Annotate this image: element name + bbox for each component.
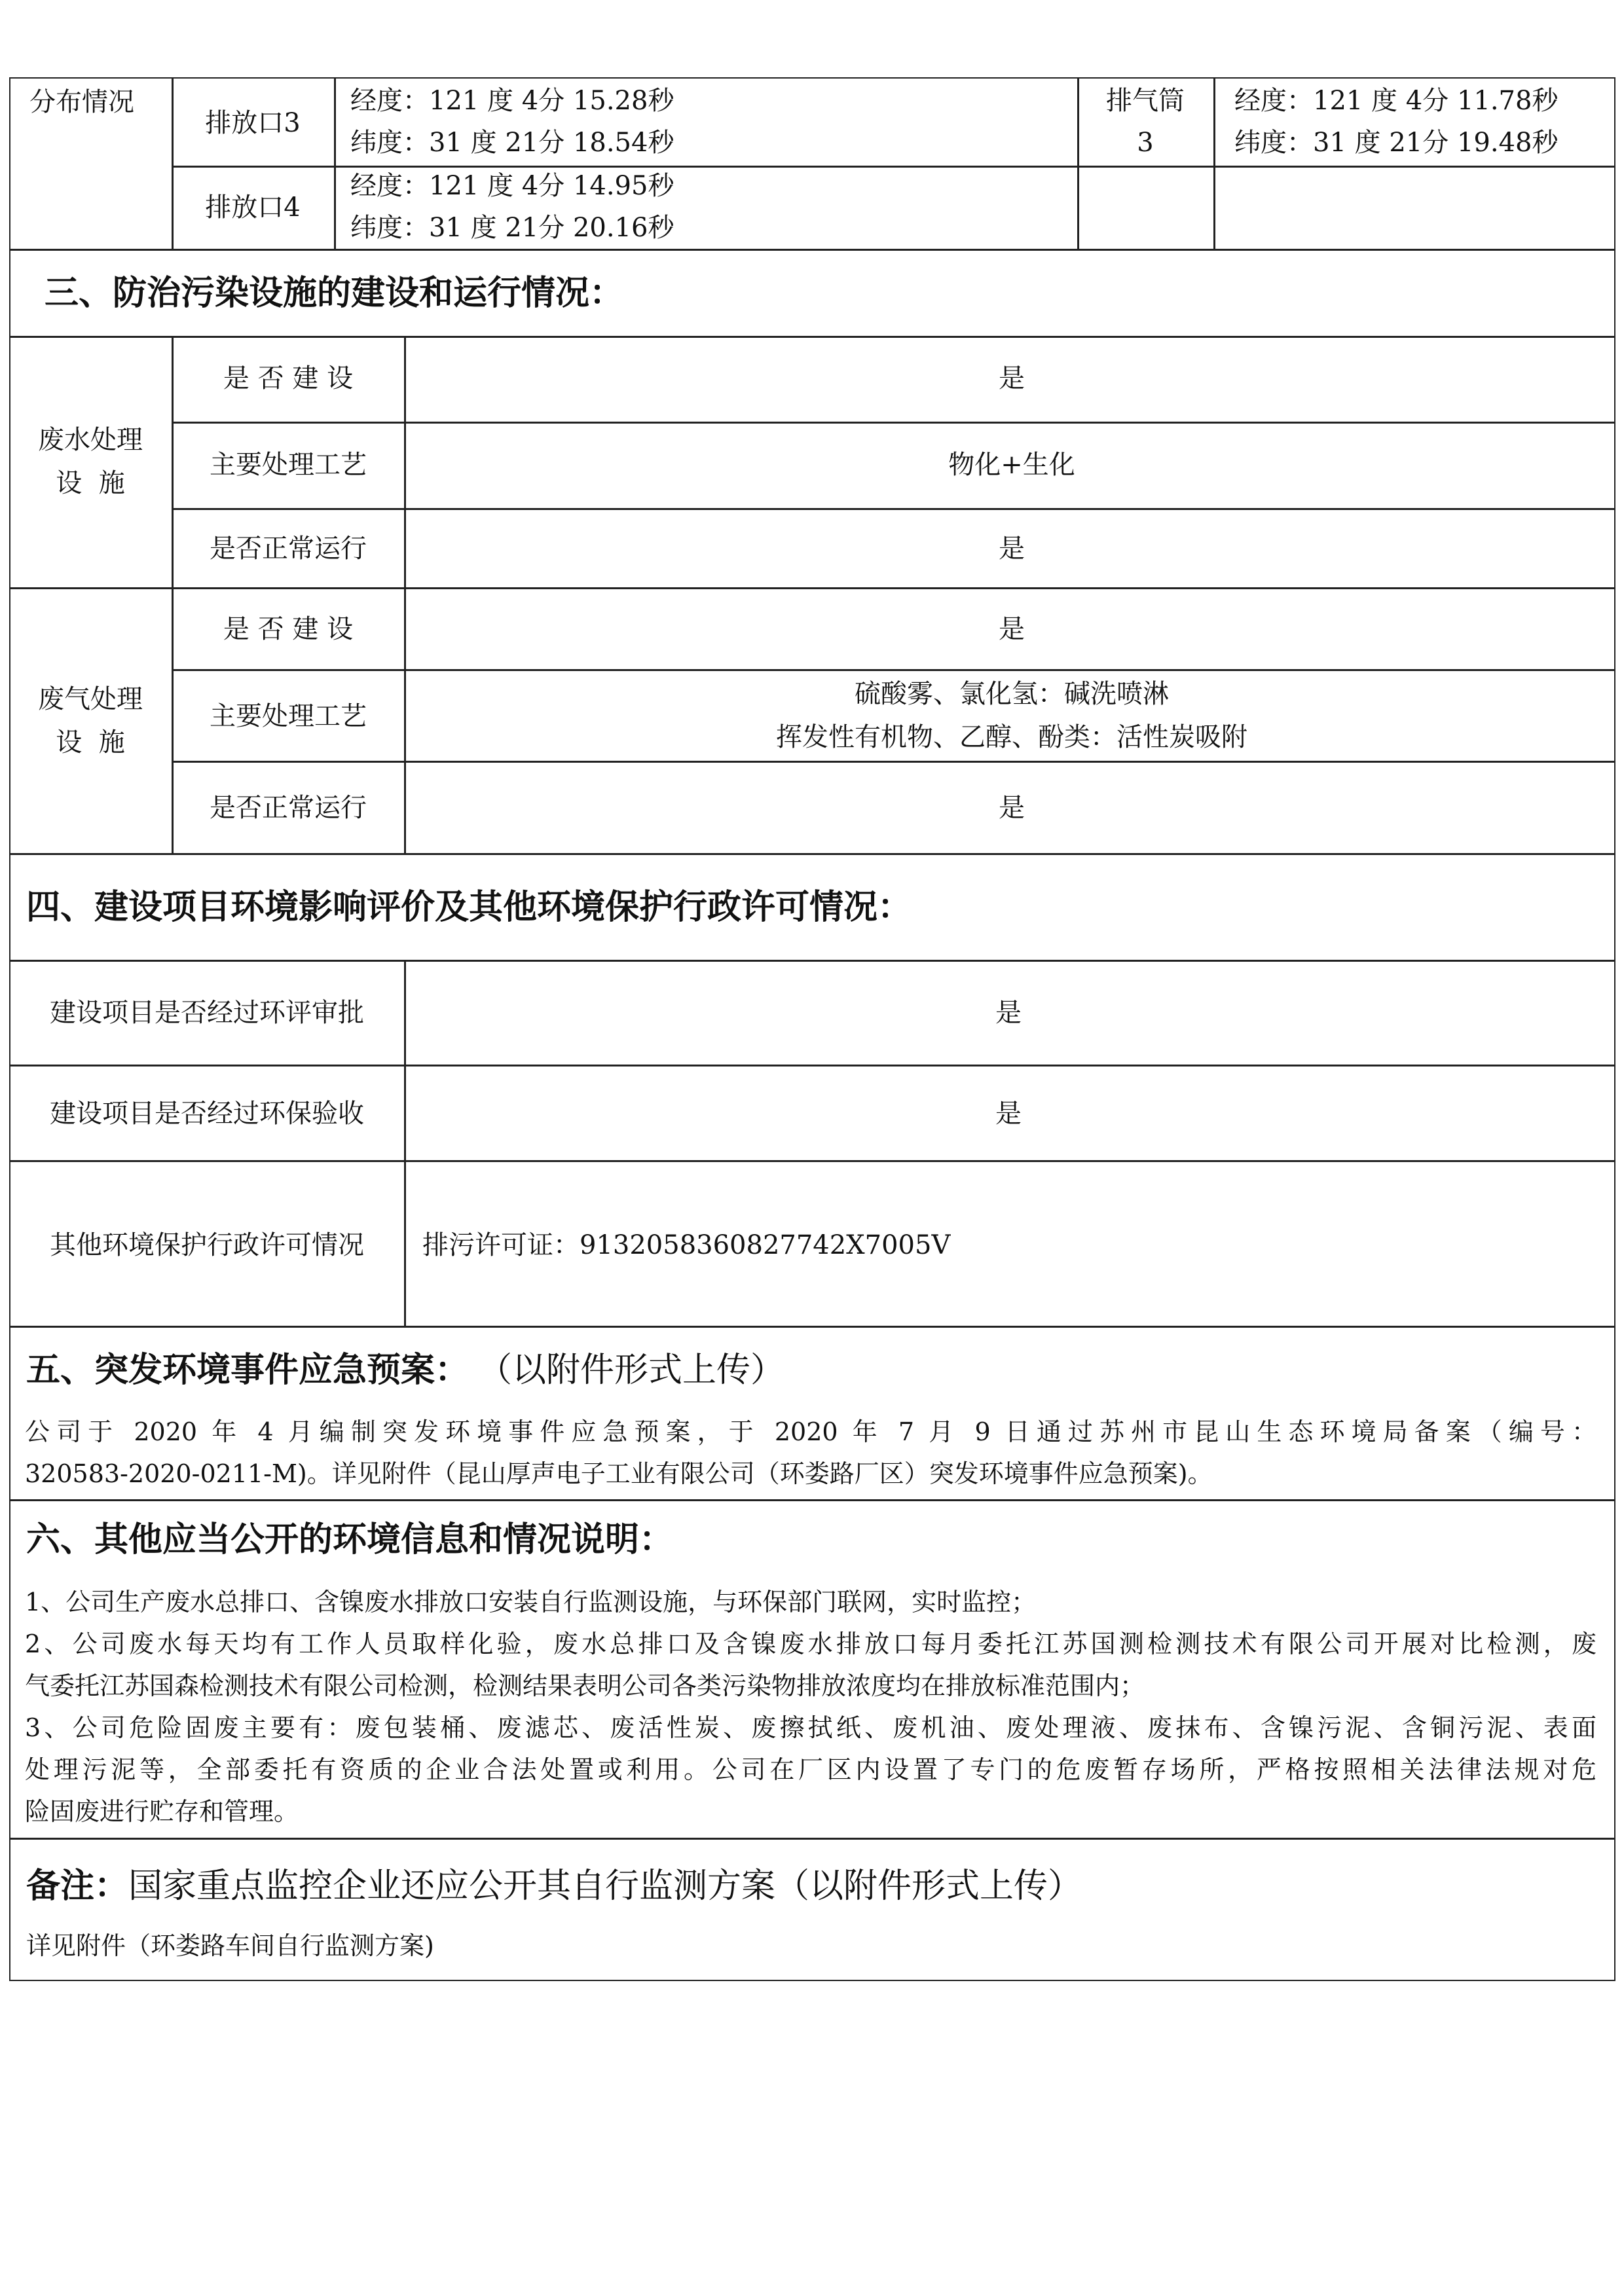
section-6-item-3-line-1: 3、公司危险固废主要有：废包装桶、废滤芯、废活性炭、废擦拭纸、废机油、废处理液、废抹布、含镍污泥、含铜污泥、表面 [25, 1713, 1596, 1742]
wastegas-label-2: 设 施 [56, 727, 125, 757]
col-divider [1077, 77, 1079, 249]
col-divider [1213, 77, 1215, 249]
section-6-item-1: 1、公司生产废水总排口、含镍废水排放口安装自行监测设施，与环保部门联网，实时监控； [25, 1588, 1037, 1616]
wastegas-running-value: 是 [999, 793, 1025, 823]
wastewater-process-label: 主要处理工艺 [210, 450, 367, 480]
distribution-label: 分布情况 [29, 87, 134, 117]
eia-approval-value: 是 [995, 998, 1022, 1028]
col-divider [334, 77, 336, 249]
wastegas-process-line-2: 挥发性有机物、乙醇、酚类：活性炭吸附 [776, 722, 1247, 752]
row-divider [172, 669, 1615, 671]
wastegas-process-label: 主要处理工艺 [210, 701, 367, 731]
row-divider [172, 422, 1615, 424]
wastewater-running-label: 是否正常运行 [210, 534, 367, 564]
wastegas-built-label: 是 否 建 设 [223, 614, 354, 644]
row-divider [9, 1065, 1615, 1066]
section-5-line-1: 公司于 2020 年 4 月编制突发环境事件应急预案，于 2020 年 7 月 9 日通过苏州市昆山生态环境局备案（编号： [25, 1417, 1596, 1446]
section-6-title: 六、其他应当公开的环境信息和情况说明： [26, 1520, 674, 1559]
wastewater-built-label: 是 否 建 设 [223, 363, 354, 393]
stack-3-name: 排气筒 [1106, 86, 1185, 116]
wastewater-process-value: 物化+生化 [948, 450, 1075, 480]
wastewater-label-2: 设 施 [56, 468, 125, 498]
section-3-title: 三、防治污染设施的建设和运行情况： [45, 274, 624, 313]
row-divider [9, 853, 1615, 855]
env-acceptance-value: 是 [995, 1099, 1022, 1129]
row-divider [172, 761, 1615, 763]
col-divider [172, 336, 174, 853]
row-divider [9, 1326, 1615, 1328]
row-divider [9, 1499, 1615, 1501]
section-5-title-text: 五、突发环境事件应急预案： [26, 1351, 470, 1390]
wastewater-running-value: 是 [999, 534, 1025, 564]
wastegas-built-value: 是 [999, 614, 1025, 644]
section-5-body [25, 1411, 1596, 1495]
env-acceptance-label: 建设项目是否经过环保验收 [50, 1099, 364, 1129]
other-permit-value: 排污许可证：9132058360827742X7005V [422, 1230, 951, 1260]
section-5-line-2: 320583-2020-0211-M)。详见附件（昆山厚声电子工业有限公司（环娄路厂区）突发环境事件应急预案)。 [25, 1459, 1213, 1488]
section-5-title [26, 1351, 785, 1390]
outlet-3-latitude: 纬度：31 度 21分 18.54秒 [350, 128, 674, 158]
section-4-title: 四、建设项目环境影响评价及其他环境保护行政许可情况： [26, 888, 912, 927]
outlet-3-name: 排放口3 [205, 108, 301, 138]
remark-detail: 详见附件（环娄路车间自行监测方案) [26, 1931, 434, 1960]
eia-approval-label: 建设项目是否经过环评审批 [50, 998, 364, 1028]
col-divider [404, 960, 406, 1326]
section-6-item-2-line-1: 2、公司废水每天均有工作人员取样化验，废水总排口及含镍废水排放口每月委托江苏国测检测技术有限公司开展对比检测，废 [25, 1630, 1596, 1658]
row-divider [9, 249, 1615, 251]
other-permit-label: 其他环境保护行政许可情况 [50, 1230, 364, 1260]
col-divider [172, 77, 174, 249]
row-divider [9, 960, 1615, 962]
row-divider [172, 166, 1615, 168]
stack-3-longitude: 经度：121 度 4分 11.78秒 [1234, 86, 1559, 116]
stack-3-latitude: 纬度：31 度 21分 19.48秒 [1234, 128, 1559, 158]
section-6-item-3-line-3: 险固废进行贮存和管理。 [25, 1797, 299, 1826]
row-divider [9, 1160, 1615, 1162]
wastewater-built-value: 是 [999, 363, 1025, 393]
row-divider [9, 587, 1615, 589]
outlet-4-longitude: 经度：121 度 4分 14.95秒 [350, 171, 674, 201]
row-divider [9, 336, 1615, 338]
outlet-4-latitude: 纬度：31 度 21分 20.16秒 [350, 213, 674, 243]
stack-3-number: 3 [1137, 128, 1154, 158]
remark-title [26, 1867, 1082, 1906]
outlet-4-name: 排放口4 [205, 192, 301, 223]
section-5-attachment-note: （以附件形式上传） [495, 1351, 785, 1390]
row-divider [9, 1838, 1615, 1840]
section-6-item-3-line-2: 处理污泥等，全部委托有资质的企业合法处置或利用。公司在厂区内设置了专门的危废暂存场所，严格按照相关法律法规对危 [25, 1755, 1596, 1784]
section-6-body [25, 1581, 1596, 1832]
wastegas-process-line-1: 硫酸雾、氯化氢：碱洗喷淋 [855, 679, 1169, 709]
wastewater-label: 废水处理 [38, 425, 143, 455]
wastegas-running-label: 是否正常运行 [210, 793, 367, 823]
remark-label: 备注： [26, 1867, 129, 1906]
row-divider [172, 508, 1615, 510]
section-6-item-2-line-2: 气委托江苏国森检测技术有限公司检测，检测结果表明公司各类污染物排放浓度均在排放标准范围内； [25, 1671, 1145, 1700]
outlet-3-longitude: 经度：121 度 4分 15.28秒 [350, 86, 674, 116]
col-divider [404, 336, 406, 853]
wastegas-label: 废气处理 [38, 684, 143, 714]
remark-text: 国家重点监控企业还应公开其自行监测方案（以附件形式上传） [128, 1867, 1082, 1906]
